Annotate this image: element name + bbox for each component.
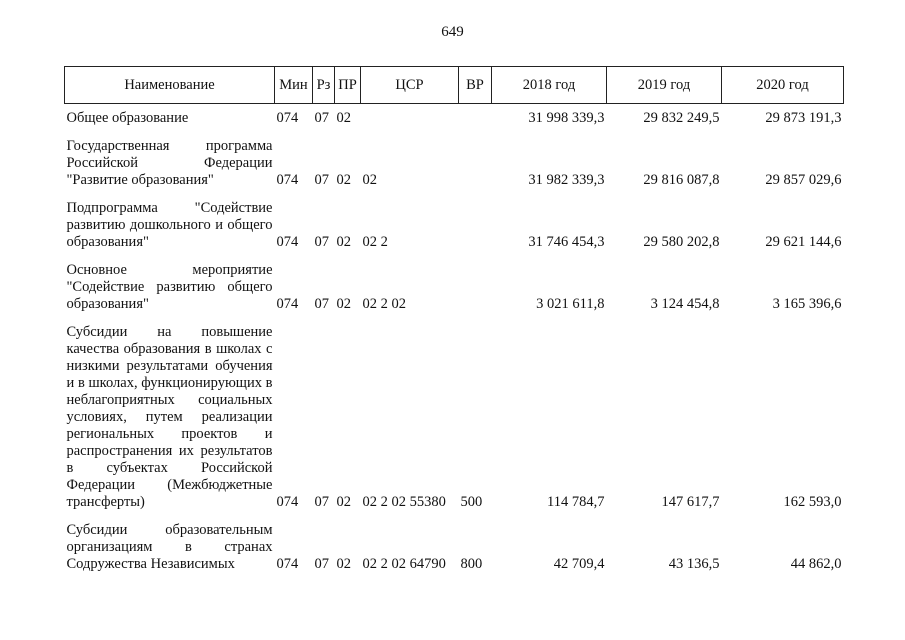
row-csr: 02 xyxy=(362,172,377,188)
row-min: 074 xyxy=(276,556,299,572)
row-min: 074 xyxy=(276,110,299,126)
row-vr: 500 xyxy=(460,494,483,510)
row-name: Субсидии образовательным организациям в странах Содружества Независимых xyxy=(66,522,273,572)
row-2018: 31 998 339,3 xyxy=(528,110,605,126)
header-name: Наименование xyxy=(65,67,275,104)
table-body xyxy=(65,104,844,574)
header-rz: Рз xyxy=(313,67,335,104)
row-2018: 114 784,7 xyxy=(547,494,605,510)
row-2020: 29 621 144,6 xyxy=(765,234,842,250)
row-vr xyxy=(459,251,492,313)
row-pr: 02 xyxy=(336,172,351,188)
header-pr: ПР xyxy=(335,67,361,104)
header-min: Мин xyxy=(275,67,313,104)
table-row xyxy=(65,104,844,128)
row-rz: 07 xyxy=(314,172,329,188)
row-name: Основное мероприятие "Содействие развитию общего образования" xyxy=(66,262,273,312)
header-2018: 2018 год xyxy=(492,67,607,104)
row-pr: 02 xyxy=(336,556,351,572)
page-number: 649 xyxy=(441,24,464,40)
header-2020: 2020 год xyxy=(722,67,844,104)
row-2019: 3 124 454,8 xyxy=(650,296,720,312)
row-rz: 07 xyxy=(314,494,329,510)
row-csr: 02 2 02 64790 xyxy=(362,556,446,572)
row-vr xyxy=(459,127,492,189)
row-2020: 3 165 396,6 xyxy=(772,296,842,312)
row-name: Субсидии на повышение качества образования в школах с низкими результатами обучения и в школах, функционирующих в неблагоприятных социальных условиях, путем реализации региональных проектов и распространения их результатов в субъектах Российской Федерации (Межбюджетные трансферты) xyxy=(66,324,273,510)
table-row xyxy=(65,511,844,573)
row-2020: 44 862,0 xyxy=(790,556,842,572)
row-csr: 02 2 xyxy=(362,234,388,250)
row-name: Подпрограмма "Содействие развитию дошкольного и общего образования" xyxy=(66,200,273,250)
row-csr: 02 2 02 55380 xyxy=(362,494,446,510)
table-row xyxy=(65,127,844,189)
row-2019: 147 617,7 xyxy=(661,494,720,510)
row-2018: 3 021 611,8 xyxy=(536,296,605,312)
row-2019: 43 136,5 xyxy=(668,556,720,572)
row-pr: 02 xyxy=(336,296,351,312)
header-2019: 2019 год xyxy=(607,67,722,104)
row-2020: 162 593,0 xyxy=(783,494,842,510)
row-2018: 31 982 339,3 xyxy=(528,172,605,188)
row-rz: 07 xyxy=(314,110,329,126)
row-2018: 31 746 454,3 xyxy=(528,234,605,250)
row-min: 074 xyxy=(276,172,299,188)
row-2020: 29 873 191,3 xyxy=(765,110,842,126)
row-2019: 29 832 249,5 xyxy=(643,110,720,126)
row-vr xyxy=(459,104,492,128)
row-rz: 07 xyxy=(314,296,329,312)
header-csr: ЦСР xyxy=(361,67,459,104)
row-min: 074 xyxy=(276,296,299,312)
table-header xyxy=(65,67,844,104)
budget-table xyxy=(64,66,844,573)
row-2019: 29 816 087,8 xyxy=(643,172,720,188)
row-vr: 800 xyxy=(460,556,483,572)
row-csr: 02 2 02 xyxy=(362,296,406,312)
row-pr: 02 xyxy=(336,234,351,250)
row-csr xyxy=(361,104,459,128)
row-2020: 29 857 029,6 xyxy=(765,172,842,188)
table-row xyxy=(65,313,844,511)
header-row xyxy=(65,67,844,104)
row-min: 074 xyxy=(276,494,299,510)
row-vr xyxy=(459,189,492,251)
row-pr: 02 xyxy=(336,494,351,510)
row-rz: 07 xyxy=(314,234,329,250)
header-vr: ВР xyxy=(459,67,492,104)
row-rz: 07 xyxy=(314,556,329,572)
table-row xyxy=(65,189,844,251)
table-row xyxy=(65,251,844,313)
row-min: 074 xyxy=(276,234,299,250)
row-2018: 42 709,4 xyxy=(553,556,605,572)
row-2019: 29 580 202,8 xyxy=(643,234,720,250)
row-name: Государственная программа Российской Федерации "Развитие образования" xyxy=(66,138,273,188)
row-pr: 02 xyxy=(336,110,351,126)
row-name: Общее образование xyxy=(66,110,189,126)
